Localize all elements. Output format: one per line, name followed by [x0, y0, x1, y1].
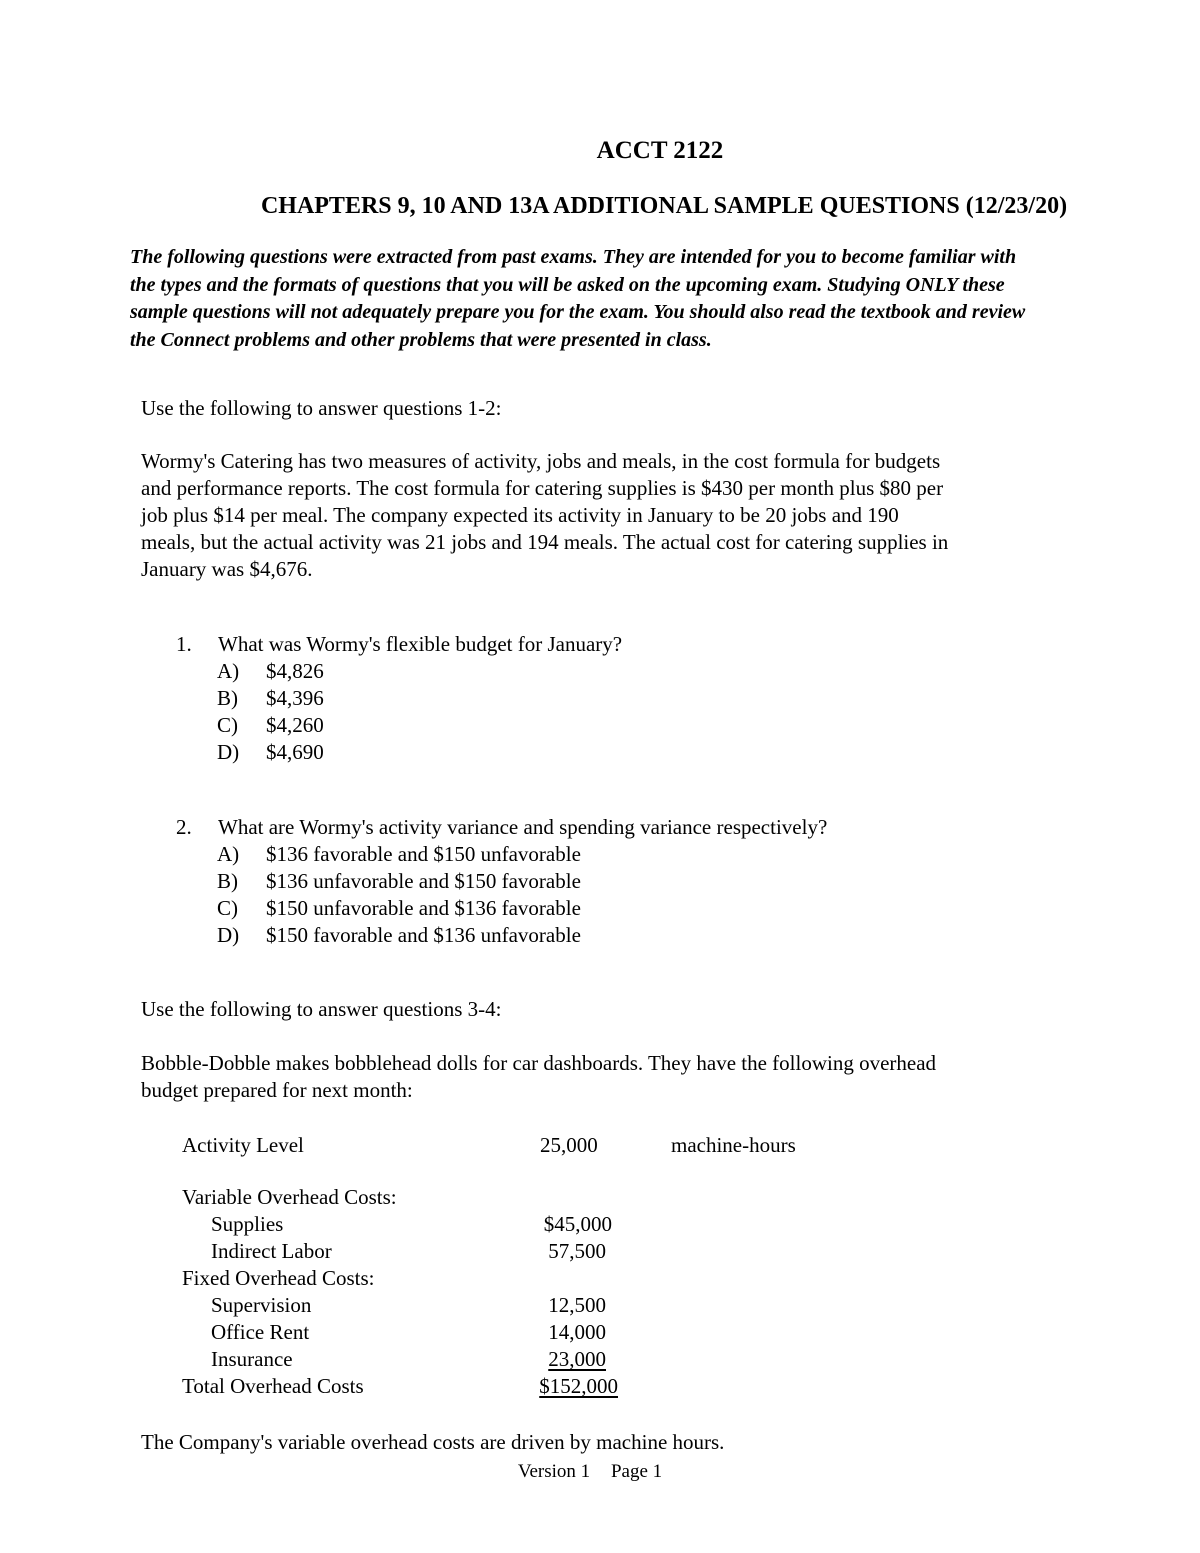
- option-letter: A): [217, 842, 240, 866]
- scenario-line: Bobble-Dobble makes bobblehead dolls for car dashboards. They have the following overhead: [141, 1051, 937, 1075]
- closing-sentence: The Company's variable overhead costs are driven by machine hours.: [141, 1430, 725, 1454]
- scenario-line: January was $4,676.: [141, 557, 313, 581]
- budget-item-value: 12,500: [548, 1293, 606, 1317]
- scenario-line: meals, but the actual activity was 21 jobs and 194 meals. The actual cost for catering supplies in: [141, 530, 949, 554]
- option-letter: B): [217, 686, 238, 710]
- scenario-line: Wormy's Catering has two measures of activity, jobs and meals, in the cost formula for budgets: [141, 449, 941, 473]
- budget-item-label: Insurance: [211, 1347, 293, 1371]
- option-text: $136 unfavorable and $150 favorable: [266, 869, 581, 893]
- scenario-line: budget prepared for next month:: [141, 1078, 413, 1102]
- option-text: $4,396: [266, 686, 324, 710]
- scenario-line: job plus $14 per meal. The company expected its activity in January to be 20 jobs and 190: [141, 503, 899, 527]
- option-letter: C): [217, 713, 238, 737]
- fixed-overhead-heading: Fixed Overhead Costs:: [182, 1266, 375, 1290]
- intro-line: the types and the formats of questions that you will be asked on the upcoming exam. Studying ONLY these: [130, 273, 1005, 296]
- activity-level-label: Activity Level: [182, 1133, 304, 1157]
- option-text: $4,690: [266, 740, 324, 764]
- budget-item-value: $45,000: [543, 1212, 612, 1236]
- budget-item-value: 23,000: [548, 1347, 606, 1371]
- activity-level-unit: machine-hours: [671, 1133, 796, 1157]
- budget-item-value: 14,000: [548, 1320, 606, 1344]
- option-letter: C): [217, 896, 238, 920]
- option-letter: D): [217, 923, 240, 947]
- footer-page: Page 1: [610, 1461, 663, 1482]
- course-title: ACCT 2122: [596, 137, 724, 164]
- question-text: What was Wormy's flexible budget for January?: [218, 632, 623, 656]
- budget-item-label: Indirect Labor: [211, 1239, 332, 1263]
- page-footer: [0, 1461, 1180, 1483]
- budget-item-label: Supplies: [211, 1212, 284, 1236]
- option-letter: A): [217, 659, 240, 683]
- question-text: What are Wormy's activity variance and spending variance respectively?: [218, 815, 828, 839]
- section2-scenario: [141, 1050, 936, 1104]
- activity-level-value: 25,000: [540, 1133, 598, 1157]
- option-text: $150 favorable and $136 unfavorable: [266, 923, 581, 947]
- intro-line: the Connect problems and other problems that were presented in class.: [130, 328, 712, 351]
- option-letter: B): [217, 869, 238, 893]
- option-text: $4,826: [266, 659, 324, 683]
- option-text: $150 unfavorable and $136 favorable: [266, 896, 581, 920]
- option-text: $4,260: [266, 713, 324, 737]
- section1-scenario: [141, 448, 948, 583]
- option-text: $136 favorable and $150 unfavorable: [266, 842, 581, 866]
- chapter-title: CHAPTERS 9, 10 AND 13A ADDITIONAL SAMPLE QUESTIONS (12/23/20): [260, 193, 1068, 219]
- question-number: 1.: [176, 632, 192, 656]
- option-letter: D): [217, 740, 240, 764]
- scenario-line: and performance reports. The cost formula for catering supplies is $430 per month plus $80 per: [141, 476, 944, 500]
- budget-item-value: 57,500: [548, 1239, 606, 1263]
- footer-version: Version 1: [517, 1461, 591, 1482]
- section1-lead: Use the following to answer questions 1-2:: [141, 396, 502, 420]
- section2-lead: Use the following to answer questions 3-4:: [141, 997, 502, 1021]
- question-number: 2.: [176, 815, 192, 839]
- budget-item-label: Office Rent: [211, 1320, 310, 1344]
- intro-line: The following questions were extracted from past exams. They are intended for you to become familiar with: [130, 246, 1017, 268]
- budget-item-label: Supervision: [211, 1293, 312, 1317]
- total-overhead-label: Total Overhead Costs: [182, 1374, 364, 1398]
- variable-overhead-heading: Variable Overhead Costs:: [182, 1185, 397, 1209]
- total-overhead-value: $152,000: [539, 1374, 618, 1398]
- intro-paragraph: [130, 244, 1200, 354]
- intro-line: sample questions will not adequately prepare you for the exam. You should also read the textbook and review: [130, 301, 1026, 323]
